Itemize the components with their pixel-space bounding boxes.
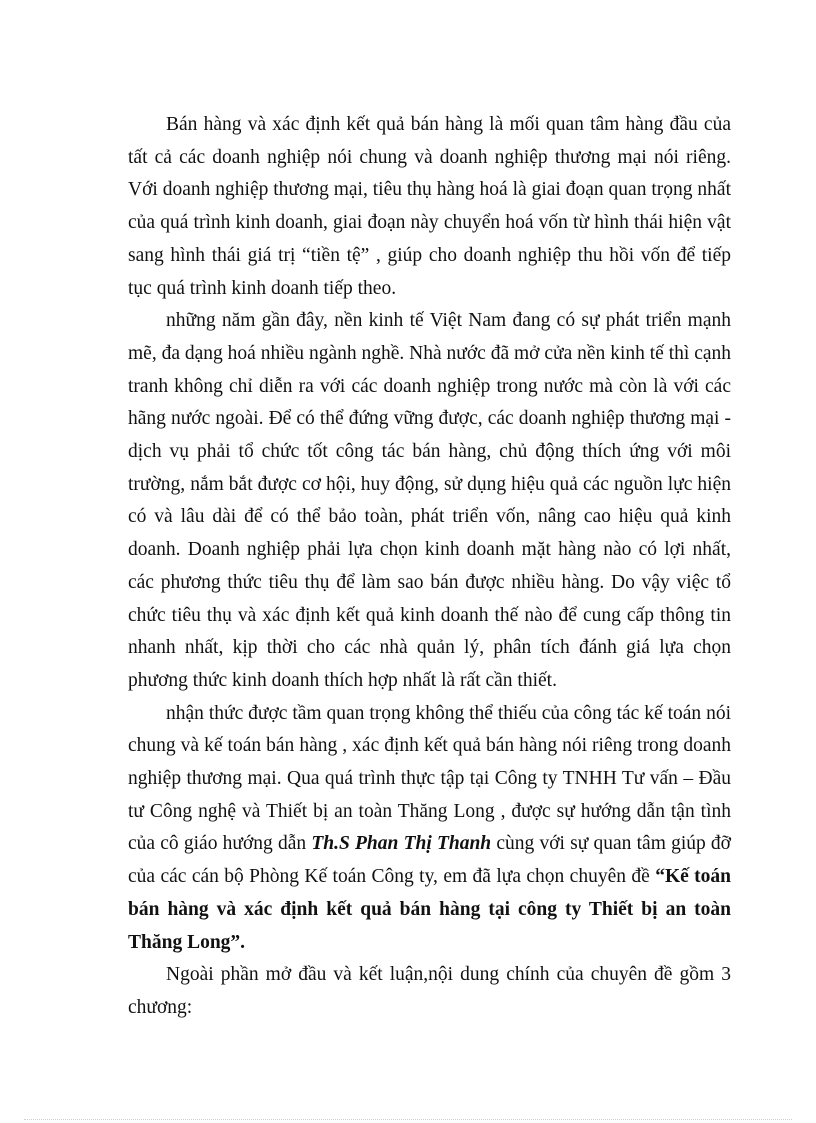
topic-title: “Kế toán bán hàng và xác định kết quả bán hàng tại công ty Thiết bị an toàn Thăng Long”. xyxy=(128,866,731,953)
paragraph-context: những năm gần đây, nền kinh tế Việt Nam đang có sự phát triển mạnh mẽ, đa dạng hoá nhiều ngành nghề. Nhà nước đã mở cửa nền kinh tế thì cạnh tranh không chỉ diễn ra với các doanh nghiệp trong nước mà còn là với các hãng nước ngoài. Để có thể đứng vững được, các doanh nghiệp thương mại - dịch vụ phải tổ chức tốt công tác bán hàng, chủ động thích ứng với môi trường, nắm bắt được cơ hội, huy động, sử dụng hiệu quả các nguồn lực hiện có và lâu dài để có thể bảo toàn, phát triển vốn, nâng cao hiệu quả kinh doanh. Doanh nghiệp phải lựa chọn kinh doanh mặt hàng nào có lợi nhất, các phương thức tiêu thụ để làm sao bán được nhiều hàng. Do vậy việc tổ chức tiêu thụ và xác định kết quả kinh doanh thế nào để cung cấp thông tin nhanh nhất, kịp thời cho các nhà quản lý, phân tích đánh giá lựa chọn phương thức kinh doanh thích hợp nhất là rất cần thiết. xyxy=(128,310,731,691)
paragraph-structure: Ngoài phần mở đầu và kết luận,nội dung chính của chuyên đề gồm 3 chương: xyxy=(128,964,731,1018)
paragraph-motivation-text-2: cùng với sự quan tâm giúp đỡ của các cán bộ Phòng Kế toán Công ty, em đã lựa chọn chuyên đề xyxy=(128,833,731,888)
paragraph-motivation xyxy=(128,698,731,960)
paragraph-intro: Bán hàng và xác định kết quả bán hàng là mối quan tâm hàng đầu của tất cả các doanh nghiệp nói chung và doanh nghiệp thương mại nói riêng. Với doanh nghiệp thương mại, tiêu thụ hàng hoá là giai đoạn quan trọng nhất của quá trình kinh doanh, giai đoạn này chuyển hoá vốn từ hình thái hiện vật sang hình thái giá trị “tiền tệ” , giúp cho doanh nghiệp thu hồi vốn để tiếp tục quá trình kinh doanh tiếp theo. xyxy=(128,114,731,299)
supervisor-name: Th.S Phan Thị Thanh xyxy=(311,833,492,855)
document-body xyxy=(128,109,731,1025)
page-bottom-divider xyxy=(24,1119,792,1120)
paragraph-motivation-text-1: nhận thức được tầm quan trọng không thể thiếu của công tác kế toán nói chung và kế toán bán hàng , xác định kết quả bán hàng nói riêng trong doanh nghiệp thương mại. Qua quá trình thực tập tại Công ty TNHH Tư vấn – Đầu tư Công nghệ và Thiết bị an toàn Thăng Long , được sự hướng dẫn tận tình của cô giáo hướng dẫn xyxy=(128,702,731,855)
